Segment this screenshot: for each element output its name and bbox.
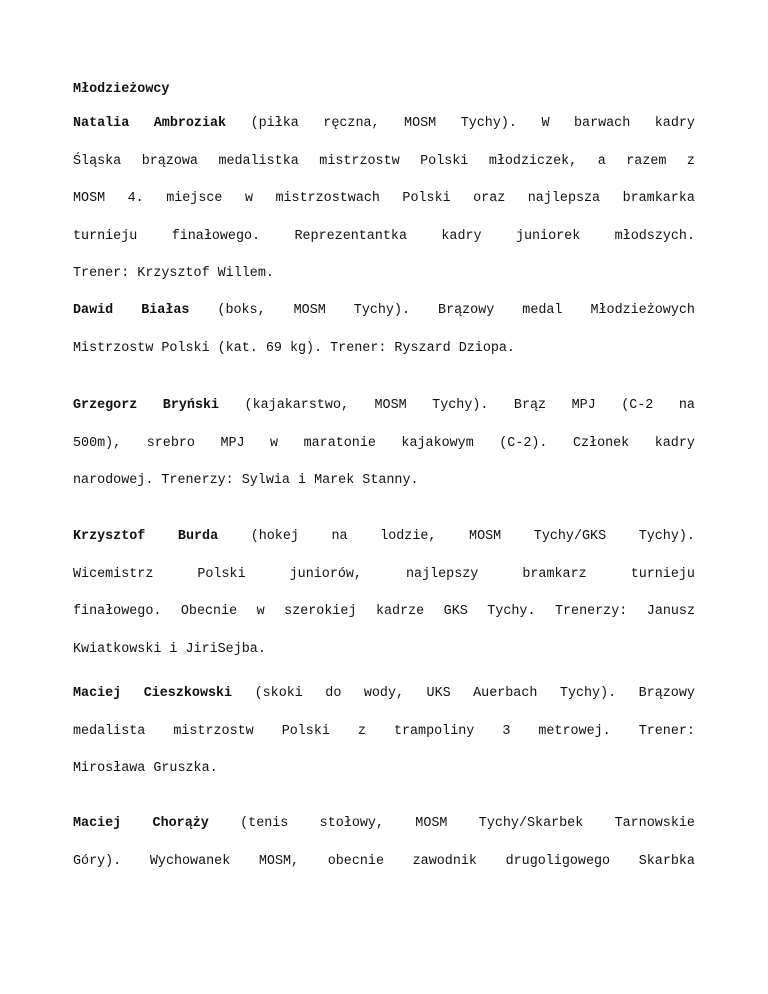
entry-word: kadry — [654, 116, 695, 131]
entry-word: Obecnie — [180, 604, 238, 619]
athlete-first-name: Maciej — [73, 686, 122, 701]
entry-word: Trenerzy: — [554, 604, 628, 619]
entry-word: Brązowy — [438, 303, 495, 318]
entry-word: mistrzostw — [319, 153, 400, 169]
entry-word: miejsce — [166, 191, 223, 206]
entry-word: na — [678, 398, 695, 413]
entry-line — [73, 527, 695, 547]
entry-line — [73, 722, 695, 742]
entry-word: kajakowym — [401, 435, 474, 451]
entry-word: finałowego. — [171, 228, 261, 244]
entry-word: (skoki — [254, 686, 303, 701]
entry-word: finałowego. — [73, 604, 162, 619]
athlete-last-name: Białas — [141, 303, 190, 318]
entry-word: Polski — [402, 191, 451, 206]
entry-word: Tychy/GKS — [533, 529, 607, 544]
athlete-first-name: Grzegorz — [73, 398, 138, 413]
entry-word: (tenis — [240, 816, 289, 831]
entry-word: Młodzieżowych — [590, 303, 695, 318]
entry-word: najlepszy — [406, 566, 479, 582]
entry-word: kadry — [441, 228, 482, 244]
entry-word: obecnie — [327, 853, 384, 869]
athlete-first-name: Dawid — [73, 303, 114, 318]
entry-word: barwach — [574, 116, 631, 131]
entry-word: Tychy). — [638, 529, 695, 544]
entry-word: mistrzostw — [173, 723, 254, 739]
entry-word: (piłka — [250, 116, 299, 131]
entry-word: trampoliny — [393, 723, 475, 739]
entry-word: UKS — [426, 686, 451, 701]
entry-word: najlepsza — [527, 191, 601, 206]
entry-word: ręczna, — [323, 116, 380, 131]
entry-word: MOSM — [469, 529, 502, 544]
entry-line — [73, 227, 695, 247]
entry-word: Wychowanek — [149, 853, 231, 869]
entry-word: bramkarz — [522, 566, 587, 582]
section-heading: Młodzieżowcy — [73, 82, 170, 97]
entry-word: młodziczek, — [488, 153, 578, 169]
entry-word: MPJ — [220, 435, 245, 451]
entry-word: Polski — [281, 723, 330, 739]
entry-word: Tychy). — [460, 116, 517, 131]
entry-word: kadry — [654, 435, 695, 451]
entry-word: oraz — [473, 191, 506, 206]
entry-word: Wicemistrz — [73, 566, 154, 582]
entry-word: a — [597, 153, 606, 169]
entry-word: Członek — [572, 435, 630, 451]
athlete-last-name: Chorąży — [152, 816, 209, 831]
entry-word: MOSM — [374, 398, 407, 413]
entry-word: MOSM — [415, 816, 448, 831]
entry-word: Tychy. — [487, 604, 536, 619]
entry-line — [73, 565, 695, 585]
entry-word: 4. — [127, 191, 144, 206]
entry-word: Skarbka — [638, 853, 695, 869]
entry-word: 3 — [502, 723, 511, 739]
entry-word: młodszych. — [614, 228, 695, 244]
entry-word: stołowy, — [319, 816, 384, 831]
entry-word: kadrze — [375, 604, 425, 619]
entry-word: (kajakarstwo, — [244, 398, 350, 413]
entry-word: juniorów, — [289, 566, 362, 582]
entry-word: Góry). — [73, 853, 122, 869]
entry-word: (C-2). — [499, 435, 548, 451]
entry-word: Polski — [197, 566, 246, 582]
entry-word: lodzie, — [380, 529, 437, 544]
entry-word: w — [256, 604, 265, 619]
entry-word: srebro — [146, 435, 195, 451]
entry-word: mistrzostwach — [275, 191, 380, 206]
entry-last-line: Mistrzostw Polski (kat. 69 kg). Trener: Ryszard Dziopa. — [73, 340, 515, 356]
athlete-first-name: Maciej — [73, 816, 122, 831]
entry-word: w — [244, 191, 253, 206]
entry-line — [73, 396, 695, 416]
entry-word: Śląska — [73, 153, 122, 169]
entry-word: 500m), — [73, 435, 122, 451]
entry-last-line: Mirosława Gruszka. — [73, 761, 218, 776]
entry-word: medalista — [73, 723, 146, 739]
entry-last-line: narodowej. Trenerzy: Sylwia i Marek Stanny. — [73, 473, 419, 488]
entry-line — [73, 114, 695, 134]
athlete-last-name: Burda — [177, 529, 219, 544]
entry-word: z — [686, 153, 695, 169]
entry-word: Trener: — [638, 723, 695, 739]
athlete-last-name: Cieszkowski — [143, 686, 233, 701]
entry-line — [73, 301, 695, 321]
entry-word: MOSM — [404, 116, 437, 131]
athlete-last-name: Ambroziak — [153, 116, 227, 131]
entry-word: MOSM — [73, 191, 106, 206]
entry-word: do — [325, 686, 342, 701]
entry-word: MPJ — [571, 398, 596, 413]
entry-word: turnieju — [73, 228, 138, 244]
entry-word: W — [541, 116, 550, 131]
athlete-first-name: Natalia — [73, 116, 130, 131]
entry-word: Reprezentantka — [294, 228, 407, 244]
entry-word: brązowa — [141, 153, 198, 169]
entry-word: Brąz — [513, 398, 547, 413]
entry-word: Brązowy — [638, 686, 695, 701]
entry-word: Tychy/Skarbek — [478, 816, 584, 831]
entry-word: razem — [626, 153, 667, 169]
entry-word: Tychy). — [559, 686, 617, 701]
entry-word: metrowej. — [538, 723, 611, 739]
entry-line — [73, 814, 695, 834]
entry-word: drugoligowego — [505, 853, 611, 869]
entry-word: Tychy). — [432, 398, 489, 413]
entry-word: szerokiej — [284, 604, 357, 619]
entry-word: Tarnowskie — [614, 816, 695, 831]
athlete-last-name: Bryński — [162, 398, 220, 413]
entry-word: MOSM — [293, 303, 326, 318]
entry-word: Auerbach — [473, 686, 538, 701]
entry-word: juniorek — [515, 228, 581, 244]
entry-word: medal — [522, 303, 563, 318]
entry-word: (boks, — [217, 303, 266, 318]
entry-word: bramkarka — [622, 191, 695, 206]
entry-word: w — [270, 435, 279, 451]
entry-word: (hokej — [250, 529, 299, 544]
entry-word: maratonie — [303, 435, 376, 451]
entry-last-line: Trener: Krzysztof Willem. — [73, 266, 274, 281]
entry-word: (C-2 — [621, 398, 654, 413]
entry-word: na — [331, 529, 348, 544]
entry-line — [73, 434, 695, 454]
entry-word: Janusz — [646, 604, 695, 619]
entry-line — [73, 189, 695, 209]
entry-line — [73, 152, 695, 172]
entry-last-line: Kwiatkowski i JiriSejba. — [73, 641, 266, 657]
entry-word: zawodnik — [412, 853, 477, 869]
entry-word: Polski — [420, 153, 469, 169]
entry-line — [73, 852, 695, 872]
entry-word: Tychy). — [353, 303, 411, 318]
entry-word: z — [357, 723, 366, 739]
entry-word: GKS — [443, 604, 468, 619]
entry-word: wody, — [363, 686, 405, 701]
entry-word: medalistka — [218, 153, 299, 169]
entry-line — [73, 684, 695, 704]
entry-word: turnieju — [630, 566, 695, 582]
entry-word: MOSM, — [258, 853, 300, 869]
entry-line — [73, 602, 695, 622]
athlete-first-name: Krzysztof — [73, 529, 146, 544]
